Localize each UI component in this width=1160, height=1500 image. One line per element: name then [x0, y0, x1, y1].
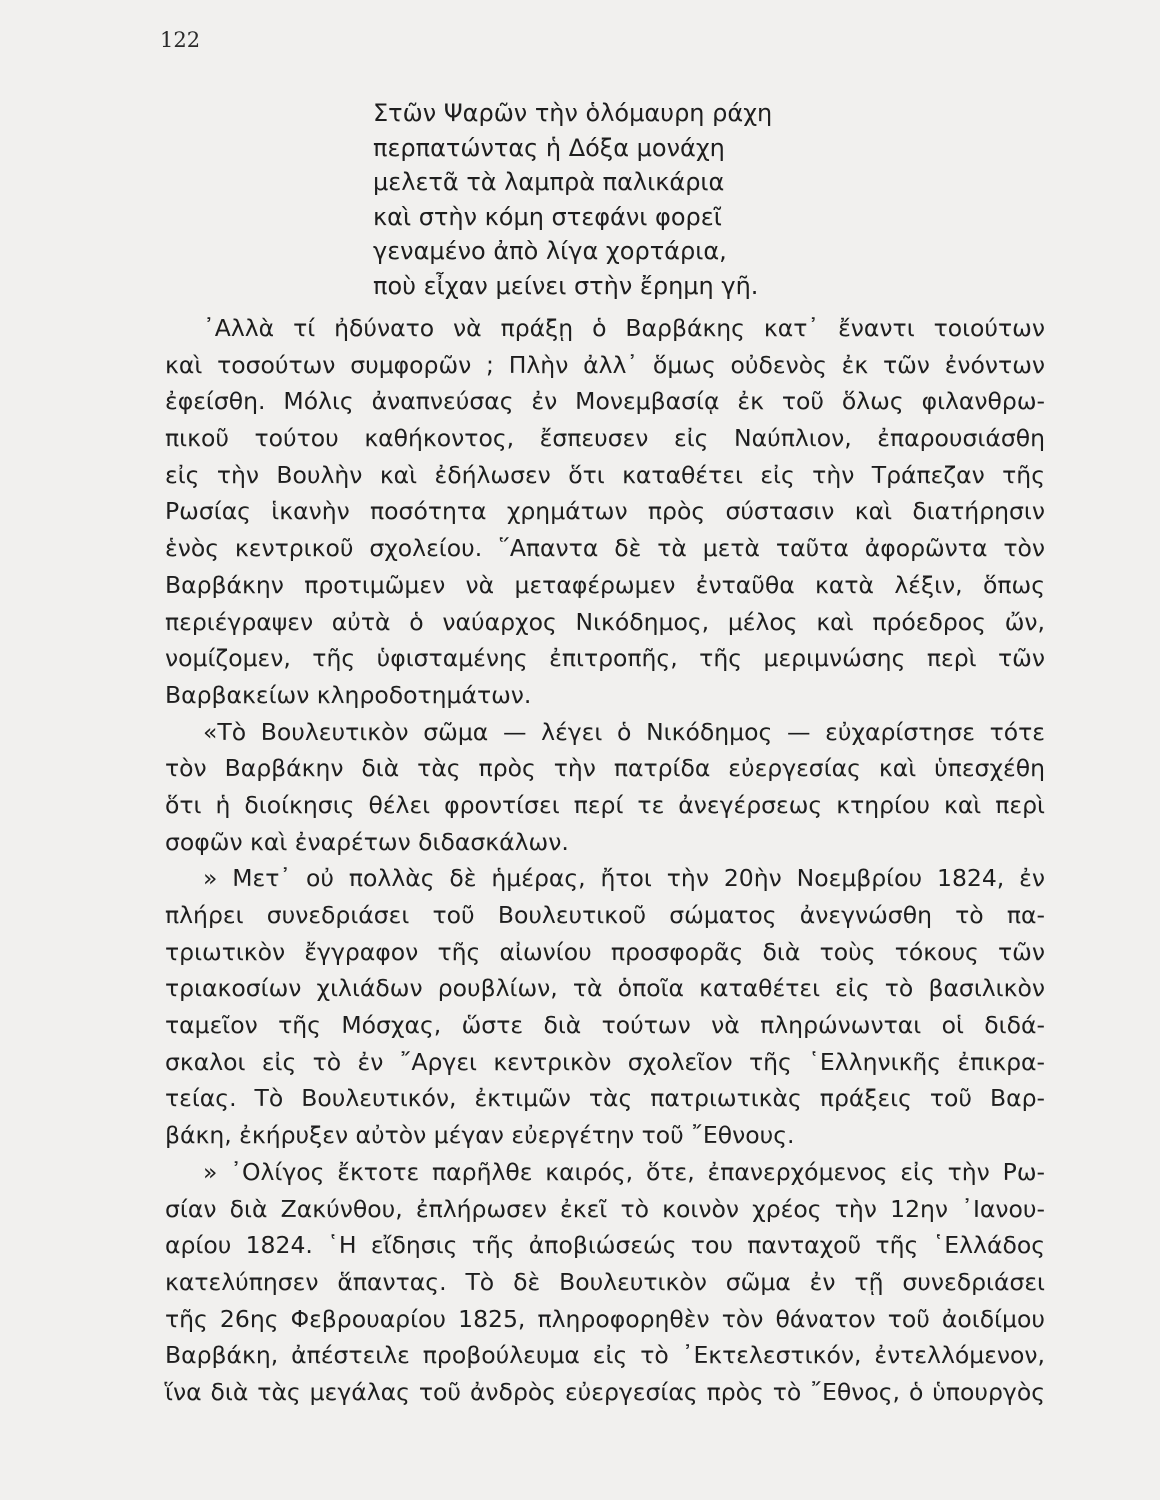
prose-line: τῆς 26ης Φεβρουαρίου 1825, πληροφορηθὲν τὸν θάνατον τοῦ ἀοιδίμου: [165, 1304, 1045, 1333]
prose-line: ταμεῖον τῆς Μόσχας, ὥστε διὰ τούτων νὰ πληρώνωνται οἱ διδά-: [165, 1011, 1045, 1040]
prose-line: Βαρβακείων κληροδοτημάτων.: [165, 680, 532, 709]
poem-line: μελετᾶ τὰ λαμπρὰ παλικάρια: [373, 168, 725, 196]
prose-line: σίαν διὰ Ζακύνθου, ἐπλήρωσεν ἐκεῖ τὸ κοινὸν χρέος τὴν 12ην ᾿Ιανου-: [165, 1194, 1045, 1223]
prose-line: «Τὸ Βουλευτικὸν σῶμα — λέγει ὁ Νικόδημος — εὐχαρίστησε τότε: [203, 717, 1045, 746]
prose-line: καὶ τοσούτων συμφορῶν ; Πλὴν ἀλλ᾿ ὅμως οὐδενὸς ἐκ τῶν ἐνόντων: [165, 350, 1045, 379]
prose-line: πικοῦ τούτου καθήκοντος, ἔσπευσεν εἰς Ναύπλιον, ἐπαρουσιάσθη: [165, 424, 1045, 453]
poem-block: [373, 96, 933, 303]
prose-line: κατελύπησεν ἅπαντας. Τὸ δὲ Βουλευτικὸν σῶμα ἐν τῇ συνεδριάσει: [165, 1267, 1045, 1296]
prose-line: τριωτικὸν ἔγγραφον τῆς αἰωνίου προσφορᾶς διὰ τοὺς τόκους τῶν: [165, 937, 1045, 966]
prose-line: » Μετ᾿ οὐ πολλὰς δὲ ἡμέρας, ἤτοι τὴν 20ὴν Νοεμβρίου 1824, ἐν: [203, 864, 1045, 893]
prose-line: ἑνὸς κεντρικοῦ σχολείου. ῞Απαντα δὲ τὰ μετὰ ταῦτα ἀφορῶντα τὸν: [165, 534, 1045, 563]
prose-line: Βαρβάκη, ἀπέστειλε προβούλευμα εἰς τὸ ᾿Εκτελεστικόν, ἐντελλόμενον,: [165, 1341, 1045, 1370]
page-number: 122: [160, 28, 201, 52]
prose-line: εἰς τὴν Βουλὴν καὶ ἐδήλωσεν ὅτι καταθέτει εἰς τὴν Τράπεζαν τῆς: [165, 460, 1045, 489]
prose-line: πλήρει συνεδριάσει τοῦ Βουλευτικοῦ σώματος ἀνεγνώσθη τὸ πα-: [165, 901, 1045, 929]
poem-line: ποὺ εἶχαν μείνει στὴν ἔρημη γῆ.: [373, 271, 759, 300]
prose-line: τὸν Βαρβάκην διὰ τὰς πρὸς τὴν πατρίδα εὐεργεσίας καὶ ὑπεσχέθη: [165, 754, 1045, 783]
prose-line: αρίου 1824. ῾Η εἴδησις τῆς ἀποβιώσεώς του πανταχοῦ τῆς ῾Ελλάδος: [165, 1231, 1045, 1260]
prose-line: Βαρβάκην προτιμῶμεν νὰ μεταφέρωμεν ἐνταῦθα κατὰ λέξιν, ὅπως: [165, 570, 1045, 599]
prose-line: ἐφείσθη. Μόλις ἀναπνεύσας ἐν Μονεμβασίᾳ ἐκ τοῦ ὅλως φιλανθρω-: [165, 387, 1045, 416]
prose-line: ἵνα διὰ τὰς μεγάλας τοῦ ἀνδρὸς εὐεργεσίας πρὸς τὸ ῎Εθνος, ὁ ὑπουργὸς: [165, 1377, 1045, 1406]
prose-line: σοφῶν καὶ ἐναρέτων διδασκάλων.: [165, 827, 569, 856]
prose-line: » ᾿Ολίγος ἔκτοτε παρῆλθε καιρός, ὅτε, ἐπανερχόμενος εἰς τὴν Ρω-: [203, 1157, 1045, 1186]
poem-line: καὶ στὴν κόμη στεφάνι φορεῖ: [373, 202, 722, 231]
prose-line: νομίζομεν, τῆς ὑφισταμένης ἐπιτροπῆς, τῆς μεριμνώσης περὶ τῶν: [165, 644, 1045, 673]
prose-line: βάκη, ἐκήρυξεν αὐτὸν μέγαν εὐεργέτην τοῦ ῎Εθνους.: [165, 1121, 795, 1150]
prose-block: [165, 310, 1045, 1411]
poem-line: γεναμένο ἀπὸ λίγα χορτάρια,: [373, 237, 727, 265]
prose-line: τριακοσίων χιλιάδων ρουβλίων, τὰ ὁποῖα καταθέτει εἰς τὸ βασιλικὸν: [165, 974, 1045, 1003]
prose-line: σκαλοι εἰς τὸ ἐν ῎Αργει κεντρικὸν σχολεῖον τῆς ῾Ελληνικῆς ἐπικρα-: [165, 1047, 1045, 1076]
poem-line: περπατώντας ἡ Δόξα μονάχη: [373, 133, 725, 162]
prose-line: ὅτι ἡ διοίκησις θέλει φροντίσει περί τε ἀνεγέρσεως κτηρίου καὶ περὶ: [165, 790, 1045, 819]
prose-line: περιέγραψεν αὐτὰ ὁ ναύαρχος Νικόδημος, μέλος καὶ πρόεδρος ὤν,: [165, 607, 1045, 636]
prose-line: τείας. Τὸ Βουλευτικόν, ἐκτιμῶν τὰς πατριωτικὰς πράξεις τοῦ Βαρ-: [165, 1084, 1045, 1113]
prose-line: Ρωσίας ἱκανὴν ποσότητα χρημάτων πρὸς σύστασιν καὶ διατήρησιν: [165, 497, 1045, 526]
poem-line: Στῶν Ψαρῶν τὴν ὁλόμαυρη ράχη: [373, 99, 773, 127]
prose-line: ᾿Αλλὰ τί ἠδύνατο νὰ πράξῃ ὁ Βαρβάκης κατ᾿ ἔναντι τοιούτων: [203, 314, 1045, 342]
